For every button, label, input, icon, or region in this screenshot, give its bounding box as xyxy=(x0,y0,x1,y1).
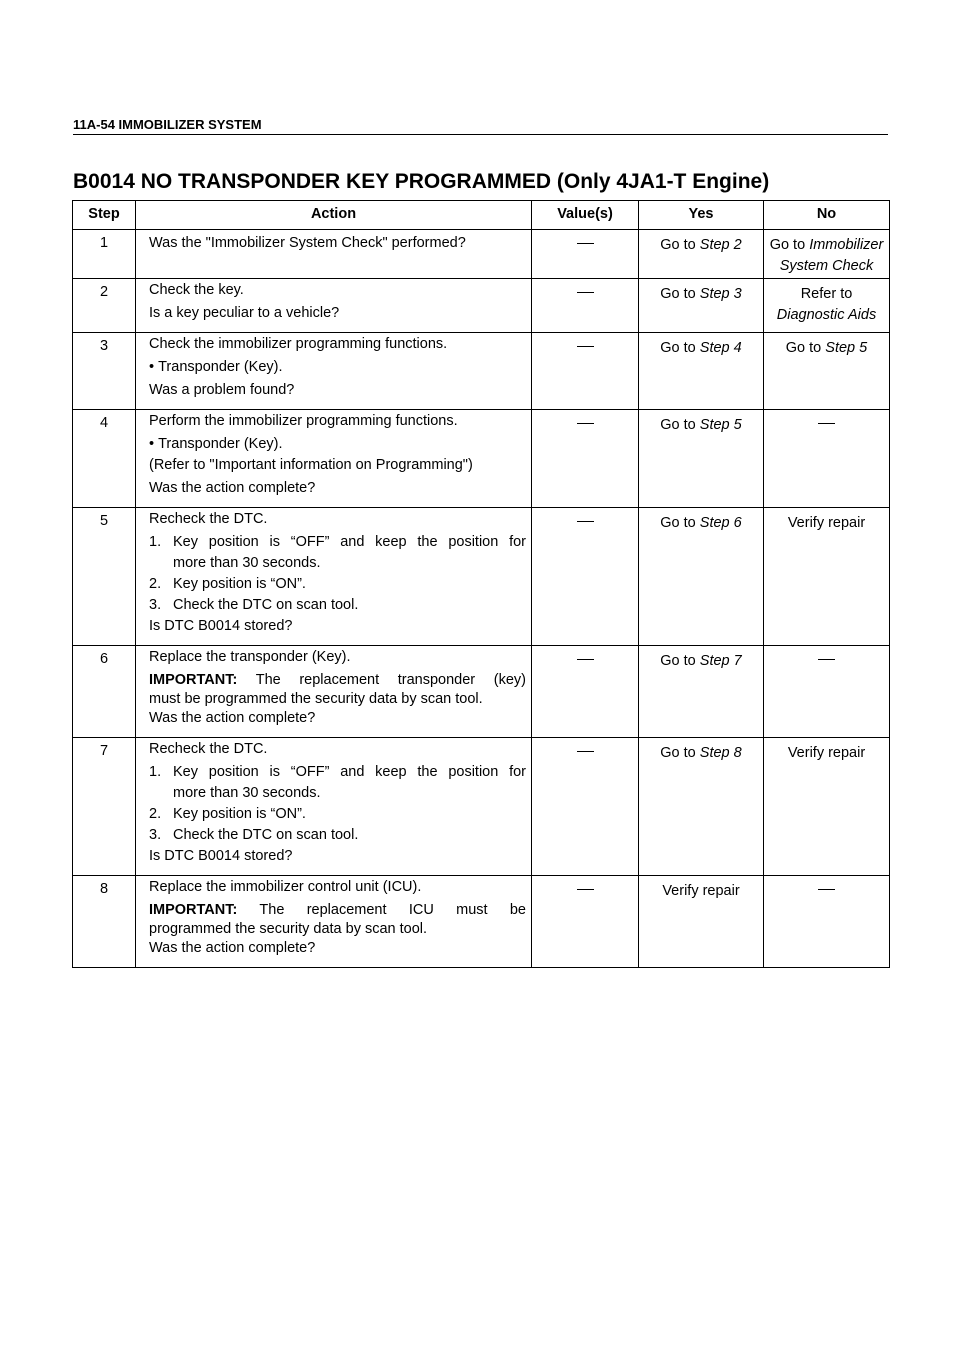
no-dash xyxy=(818,423,835,424)
yes-step-ref: Step 4 xyxy=(699,340,742,356)
no-cell xyxy=(764,333,890,410)
yes-cell xyxy=(639,410,764,508)
yes-cell xyxy=(639,279,764,333)
yes-cell xyxy=(639,646,764,738)
yes-cell xyxy=(639,333,764,410)
table-row xyxy=(73,646,890,738)
action-question: Is DTC B0014 stored? xyxy=(149,848,293,864)
value-cell xyxy=(532,230,639,279)
no-prefix: Go to xyxy=(785,340,822,356)
important-text-cont: programmed the security data by scan tool. xyxy=(149,921,428,937)
no-ref-line2: System Check xyxy=(779,258,874,274)
action-list-item xyxy=(149,532,526,574)
value-dash xyxy=(577,889,594,890)
yes-prefix: Go to xyxy=(660,340,696,356)
important-text-cont: must be programmed the security data by scan tool. xyxy=(149,691,483,707)
action-cell xyxy=(136,646,532,738)
list-text-cont: more than 30 seconds. xyxy=(173,555,321,571)
no-dash xyxy=(818,889,835,890)
page-header: 11A-54 IMMOBILIZER SYSTEM xyxy=(73,117,888,135)
step-number: 6 xyxy=(73,646,136,738)
yes-step-ref: Step 3 xyxy=(699,286,742,302)
yes-cell: Verify repair xyxy=(639,876,764,968)
action-cell xyxy=(136,333,532,410)
list-number: 2. xyxy=(149,806,162,822)
action-text: Was the "Immobilizer System Check" performed? xyxy=(149,235,466,251)
list-number: 2. xyxy=(149,576,162,592)
yes-step-ref: Step 8 xyxy=(699,745,742,761)
value-cell xyxy=(532,333,639,410)
step-number: 7 xyxy=(73,738,136,876)
column-header-values: Value(s) xyxy=(532,201,639,230)
step-number: 1 xyxy=(73,230,136,279)
action-question: Was the action complete? xyxy=(149,480,316,496)
action-text: Perform the immobilizer programming functions. xyxy=(149,413,458,429)
yes-prefix: Go to xyxy=(660,417,696,433)
important-text: The replacement transponder (key) xyxy=(255,672,526,688)
action-cell xyxy=(136,230,532,279)
value-dash xyxy=(577,423,594,424)
column-header-step: Step xyxy=(73,201,136,230)
action-cell xyxy=(136,738,532,876)
action-cell xyxy=(136,876,532,968)
table-row xyxy=(73,876,890,968)
yes-cell xyxy=(639,230,764,279)
no-prefix: Go to xyxy=(769,237,806,253)
important-label: IMPORTANT: xyxy=(149,902,238,918)
list-text: Check the DTC on scan tool. xyxy=(173,827,359,843)
action-text: Recheck the DTC. xyxy=(149,741,268,757)
column-header-no: No xyxy=(764,201,890,230)
table-row xyxy=(73,508,890,646)
value-dash xyxy=(577,521,594,522)
value-dash xyxy=(577,346,594,347)
column-header-yes: Yes xyxy=(639,201,764,230)
no-cell xyxy=(764,279,890,333)
list-text-cont: more than 30 seconds. xyxy=(173,785,321,801)
yes-prefix: Go to xyxy=(660,745,696,761)
list-number: 1. xyxy=(149,764,162,780)
no-ref: Diagnostic Aids xyxy=(776,307,877,323)
yes-prefix: Go to xyxy=(660,286,696,302)
list-text: Check the DTC on scan tool. xyxy=(173,597,359,613)
value-dash xyxy=(577,751,594,752)
step-number: 8 xyxy=(73,876,136,968)
list-number: 3. xyxy=(149,597,162,613)
action-list-item xyxy=(149,804,526,825)
list-text: Key position is “ON”. xyxy=(173,576,306,592)
action-list-item xyxy=(149,762,526,804)
action-text: Check the immobilizer programming functions. xyxy=(149,336,448,352)
action-text: Replace the immobilizer control unit (ICU). xyxy=(149,879,422,895)
list-text: Key position is “OFF” and keep the position for xyxy=(173,764,526,780)
no-prefix: Refer to xyxy=(800,286,853,302)
action-question: Is a key peculiar to a vehicle? xyxy=(149,305,340,321)
step-number: 5 xyxy=(73,508,136,646)
yes-prefix: Go to xyxy=(660,237,696,253)
no-cell xyxy=(764,876,890,968)
yes-prefix: Go to xyxy=(660,515,696,531)
action-text: Check the key. xyxy=(149,282,244,298)
no-dash xyxy=(818,659,835,660)
action-list-item xyxy=(149,574,526,595)
no-ref: Immobilizer xyxy=(809,237,884,253)
important-note xyxy=(149,900,526,937)
action-bullet: • Transponder (Key). xyxy=(149,434,526,455)
no-cell xyxy=(764,410,890,508)
list-number: 1. xyxy=(149,534,162,550)
action-cell xyxy=(136,508,532,646)
value-cell xyxy=(532,876,639,968)
yes-cell xyxy=(639,738,764,876)
step-number: 3 xyxy=(73,333,136,410)
yes-step-ref: Step 7 xyxy=(699,653,742,669)
step-number: 2 xyxy=(73,279,136,333)
action-question: Is DTC B0014 stored? xyxy=(149,618,293,634)
table-header-row xyxy=(73,201,890,230)
yes-step-ref: Step 5 xyxy=(699,417,742,433)
important-note xyxy=(149,670,526,707)
value-cell xyxy=(532,508,639,646)
step-number: 4 xyxy=(73,410,136,508)
yes-step-ref: Step 2 xyxy=(699,237,742,253)
action-bullet: • Transponder (Key). xyxy=(149,357,526,378)
value-dash xyxy=(577,659,594,660)
action-cell xyxy=(136,279,532,333)
no-cell xyxy=(764,646,890,738)
action-question: Was the action complete? xyxy=(149,940,316,956)
yes-cell xyxy=(639,508,764,646)
no-cell: Verify repair xyxy=(764,508,890,646)
diagnostic-table xyxy=(72,200,890,968)
no-step-ref: Step 5 xyxy=(825,340,868,356)
yes-step-ref: Step 6 xyxy=(699,515,742,531)
important-text: The replacement ICU must be xyxy=(259,902,526,918)
action-question: Was the action complete? xyxy=(149,710,316,726)
column-header-action: Action xyxy=(136,201,532,230)
action-list-item xyxy=(149,825,526,846)
value-dash xyxy=(577,243,594,244)
list-number: 3. xyxy=(149,827,162,843)
important-label: IMPORTANT: xyxy=(149,672,238,688)
value-cell xyxy=(532,410,639,508)
action-cell xyxy=(136,410,532,508)
table-row xyxy=(73,230,890,279)
table-row xyxy=(73,279,890,333)
list-text: Key position is “OFF” and keep the position for xyxy=(173,534,526,550)
value-cell xyxy=(532,646,639,738)
table-row xyxy=(73,410,890,508)
action-text: Recheck the DTC. xyxy=(149,511,268,527)
table-row xyxy=(73,333,890,410)
value-dash xyxy=(577,292,594,293)
no-cell xyxy=(764,230,890,279)
list-text: Key position is “ON”. xyxy=(173,806,306,822)
action-text: Replace the transponder (Key). xyxy=(149,649,351,665)
yes-prefix: Go to xyxy=(660,653,696,669)
action-list-item xyxy=(149,595,526,616)
page-title: B0014 NO TRANSPONDER KEY PROGRAMMED (Only 4JA1-T Engine) xyxy=(73,170,770,193)
value-cell xyxy=(532,279,639,333)
value-cell xyxy=(532,738,639,876)
table-row xyxy=(73,738,890,876)
action-note: (Refer to "Important information on Programming") xyxy=(149,457,473,473)
no-cell: Verify repair xyxy=(764,738,890,876)
action-question: Was a problem found? xyxy=(149,382,295,398)
